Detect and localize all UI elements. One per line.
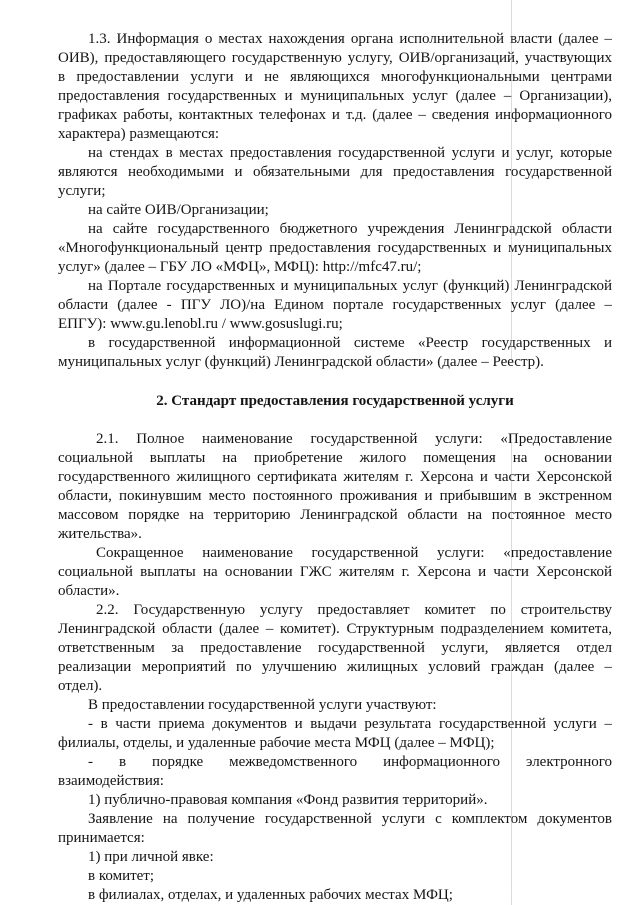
text-line: массовом порядке на территорию Ленинградской области на постоянное место (58, 507, 612, 523)
text-line: Заявление на получение государственной услуги с комплектом документов (88, 811, 612, 827)
text-line: области». (58, 583, 120, 599)
text-line: государственного жилищного сертификата жителям г. Херсона и части Херсонской (58, 469, 612, 485)
text-line: - в части приема документов и выдачи результата государственной услуги – (88, 716, 612, 732)
text-line: в филиалах, отделах, и удаленных рабочих местах МФЦ; (88, 887, 453, 903)
text-line: 1) при личной явке: (88, 849, 214, 865)
text-line: отдел). (58, 678, 103, 694)
text-line: на сайте ОИВ/Организации; (88, 202, 269, 218)
text-line: социальной выплаты на приобретение жилого помещения на основании (58, 450, 612, 466)
text-line: принимается: (58, 830, 145, 846)
text-line: в государственной информационной системе «Реестр государственных и (88, 335, 612, 351)
text-line: области, покинувшим место постоянного проживания и прибывшим в экстренном (58, 488, 612, 504)
text-line: социальной выплаты на основании ГЖС жителям г. Херсона и части Херсонской (58, 564, 612, 580)
text-line: услуг» (далее – ГБУ ЛО «МФЦ», МФЦ): http://mfc47.ru/; (58, 259, 422, 275)
text-line: Ленинградской области (далее – комитет). Структурным подразделением комитета, (58, 621, 612, 637)
text-line: жительства». (58, 526, 142, 542)
scan-artifact-line (511, 0, 512, 905)
text-line: в предоставлении услуги и не являющихся многофункциональными центрами (58, 69, 612, 85)
text-line: на сайте государственного бюджетного учреждения Ленинградской области (88, 221, 612, 237)
text-line: 2.2. Государственную услугу предоставляет комитет по строительству (96, 602, 612, 618)
text-line: в комитет; (88, 868, 155, 884)
text-line: услуги; (58, 183, 106, 199)
text-line: на стендах в местах предоставления государственной услуги и услуг, которые (88, 145, 612, 161)
text-line: Сокращенное наименование государственной услуги: «предоставление (96, 545, 612, 561)
text-line: - в порядке межведомственного информационного электронного (88, 754, 612, 770)
text-line: характера) размещаются: (58, 126, 220, 142)
text-line: ОИВ), предоставляющего государственную услугу, ОИВ/организаций, участвующих (58, 50, 612, 66)
text-line: филиалы, отделы, и удаленные рабочие места МФЦ (далее – МФЦ); (58, 735, 495, 751)
text-line: ответственным за предоставление государственной услуги, является отдел (58, 640, 612, 656)
text-line: 1) публично-правовая компания «Фонд развития территорий». (88, 792, 488, 808)
text-line: на Портале государственных и муниципальных услуг (функций) Ленинградской (88, 278, 612, 294)
text-line: графиках работы, контактных телефонах и т.д. (далее – сведения информационного (58, 107, 612, 123)
text-line: «Многофункциональный центр предоставления государственных и муниципальных (58, 240, 612, 256)
text-line: являются необходимыми и обязательными для предоставления государственной (58, 164, 612, 180)
text-line: 2.1. Полное наименование государственной услуги: «Предоставление (96, 431, 612, 447)
text-line: реализации мероприятий по улучшению жилищных условий граждан (далее – (58, 659, 612, 675)
text-line: предоставления государственных и муниципальных услуг (далее – Организации), (58, 88, 612, 104)
text-line: области (далее - ПГУ ЛО)/на Едином портале государственных услуг (далее – (58, 297, 612, 313)
text-line: муниципальных услуг (функций) Ленинградской области» (далее – Реестр). (58, 354, 544, 370)
text-line: 1.3. Информация о местах нахождения органа исполнительной власти (далее – (88, 31, 612, 47)
text-line: взаимодействия: (58, 773, 164, 789)
text-line: ЕПГУ): www.gu.lenobl.ru / www.gosuslugi.ru; (58, 316, 343, 332)
section-heading: 2. Стандарт предоставления государственной услуги (156, 393, 514, 409)
text-line: В предоставлении государственной услуги участвуют: (88, 697, 437, 713)
